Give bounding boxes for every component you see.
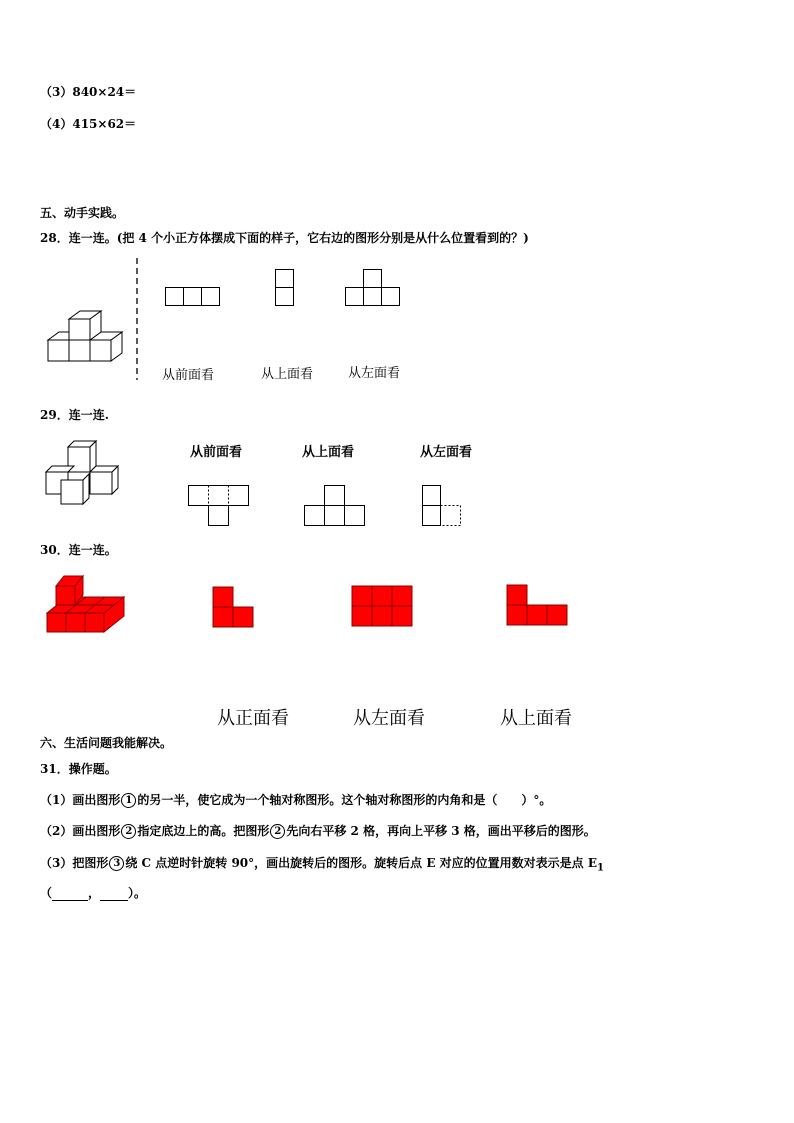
e1-subscript: 1 xyxy=(596,862,604,874)
question-30-stem: 30．连一连。 xyxy=(40,543,117,557)
q31-part-2 xyxy=(40,822,596,839)
q31-part-1-prefix: （1）画出图形 xyxy=(40,793,121,807)
q31-part-2-prefix: （2）画出图形 xyxy=(40,824,121,838)
section-5-title: 五、动手实践。 xyxy=(40,206,125,220)
q28-label-left: 从左面看 xyxy=(348,366,401,381)
question-28-stem: 28．连一连。(把 4 个小正方体摆成下面的样子，它右边的图形分别是从什么位置看到的？) xyxy=(40,231,529,245)
q28-view-row-three xyxy=(165,287,221,307)
calc-item-3: （3）840×24＝ xyxy=(40,85,137,99)
q31-part-1 xyxy=(40,791,551,808)
figure-3-circled-number: 3 xyxy=(109,856,124,871)
q30-label-top: 从上面看 xyxy=(500,708,572,729)
q30-view-l-long xyxy=(506,584,568,628)
q30-view-l-small xyxy=(212,586,256,630)
q29-view-l-shape xyxy=(422,485,466,527)
answer-blank-x[interactable] xyxy=(52,888,88,901)
q28-cube-solid xyxy=(46,306,126,366)
q31-part-3 xyxy=(40,854,604,873)
q28-label-front: 从前面看 xyxy=(162,368,215,383)
q29-label-front: 从前面看 xyxy=(190,445,243,460)
answer-close-paren: ）。 xyxy=(128,886,147,900)
q31-part-1-text: 的另一半，使它成为一个轴对称图形。这个轴对称图形的内角和是（ ）°。 xyxy=(137,793,552,807)
q28-dashed-divider xyxy=(135,258,139,380)
q31-part-3-text: 绕 C 点逆时针旋转 90°，画出旋转后的图形。旋转后点 E 对应的位置用数对表示是点 E xyxy=(125,856,597,870)
q28-view-t-shape xyxy=(345,269,401,307)
q29-cube-solid xyxy=(44,440,124,506)
q28-label-top: 从上面看 xyxy=(261,367,314,382)
section-6-title: 六、生活问题我能解决。 xyxy=(40,736,173,750)
calc-item-4: （4）415×62＝ xyxy=(40,117,137,131)
q31-part-3-answer xyxy=(40,884,146,901)
figure-2-circled-number-again: 2 xyxy=(270,824,285,839)
q28-view-column-two xyxy=(275,269,295,307)
q30-view-grid-2x3 xyxy=(351,585,413,629)
answer-blank-y[interactable] xyxy=(100,888,128,901)
q29-view-inverted-t xyxy=(304,485,368,527)
q29-label-top: 从上面看 xyxy=(302,445,355,460)
answer-open-paren: （ xyxy=(40,886,53,900)
answer-comma: ， xyxy=(88,886,101,900)
q30-label-left: 从左面看 xyxy=(353,708,425,729)
figure-1-circled-number: 1 xyxy=(121,793,136,808)
q31-part-2-text-end: 先向右平移 2 格，再向上平移 3 格，画出平移后的图形。 xyxy=(286,824,596,838)
question-29-stem: 29．连一连. xyxy=(40,408,109,422)
question-31-stem: 31．操作题。 xyxy=(40,762,117,776)
q31-part-2-text: 指定底边上的高。把图形 xyxy=(137,824,270,838)
q31-part-3-prefix: （3）把图形 xyxy=(40,856,109,870)
figure-2-circled-number: 2 xyxy=(121,824,136,839)
q29-label-left: 从左面看 xyxy=(420,445,473,460)
q30-red-cube-solid xyxy=(46,575,126,633)
q30-label-front: 从正面看 xyxy=(217,708,289,729)
q29-view-t-shape xyxy=(188,485,252,527)
